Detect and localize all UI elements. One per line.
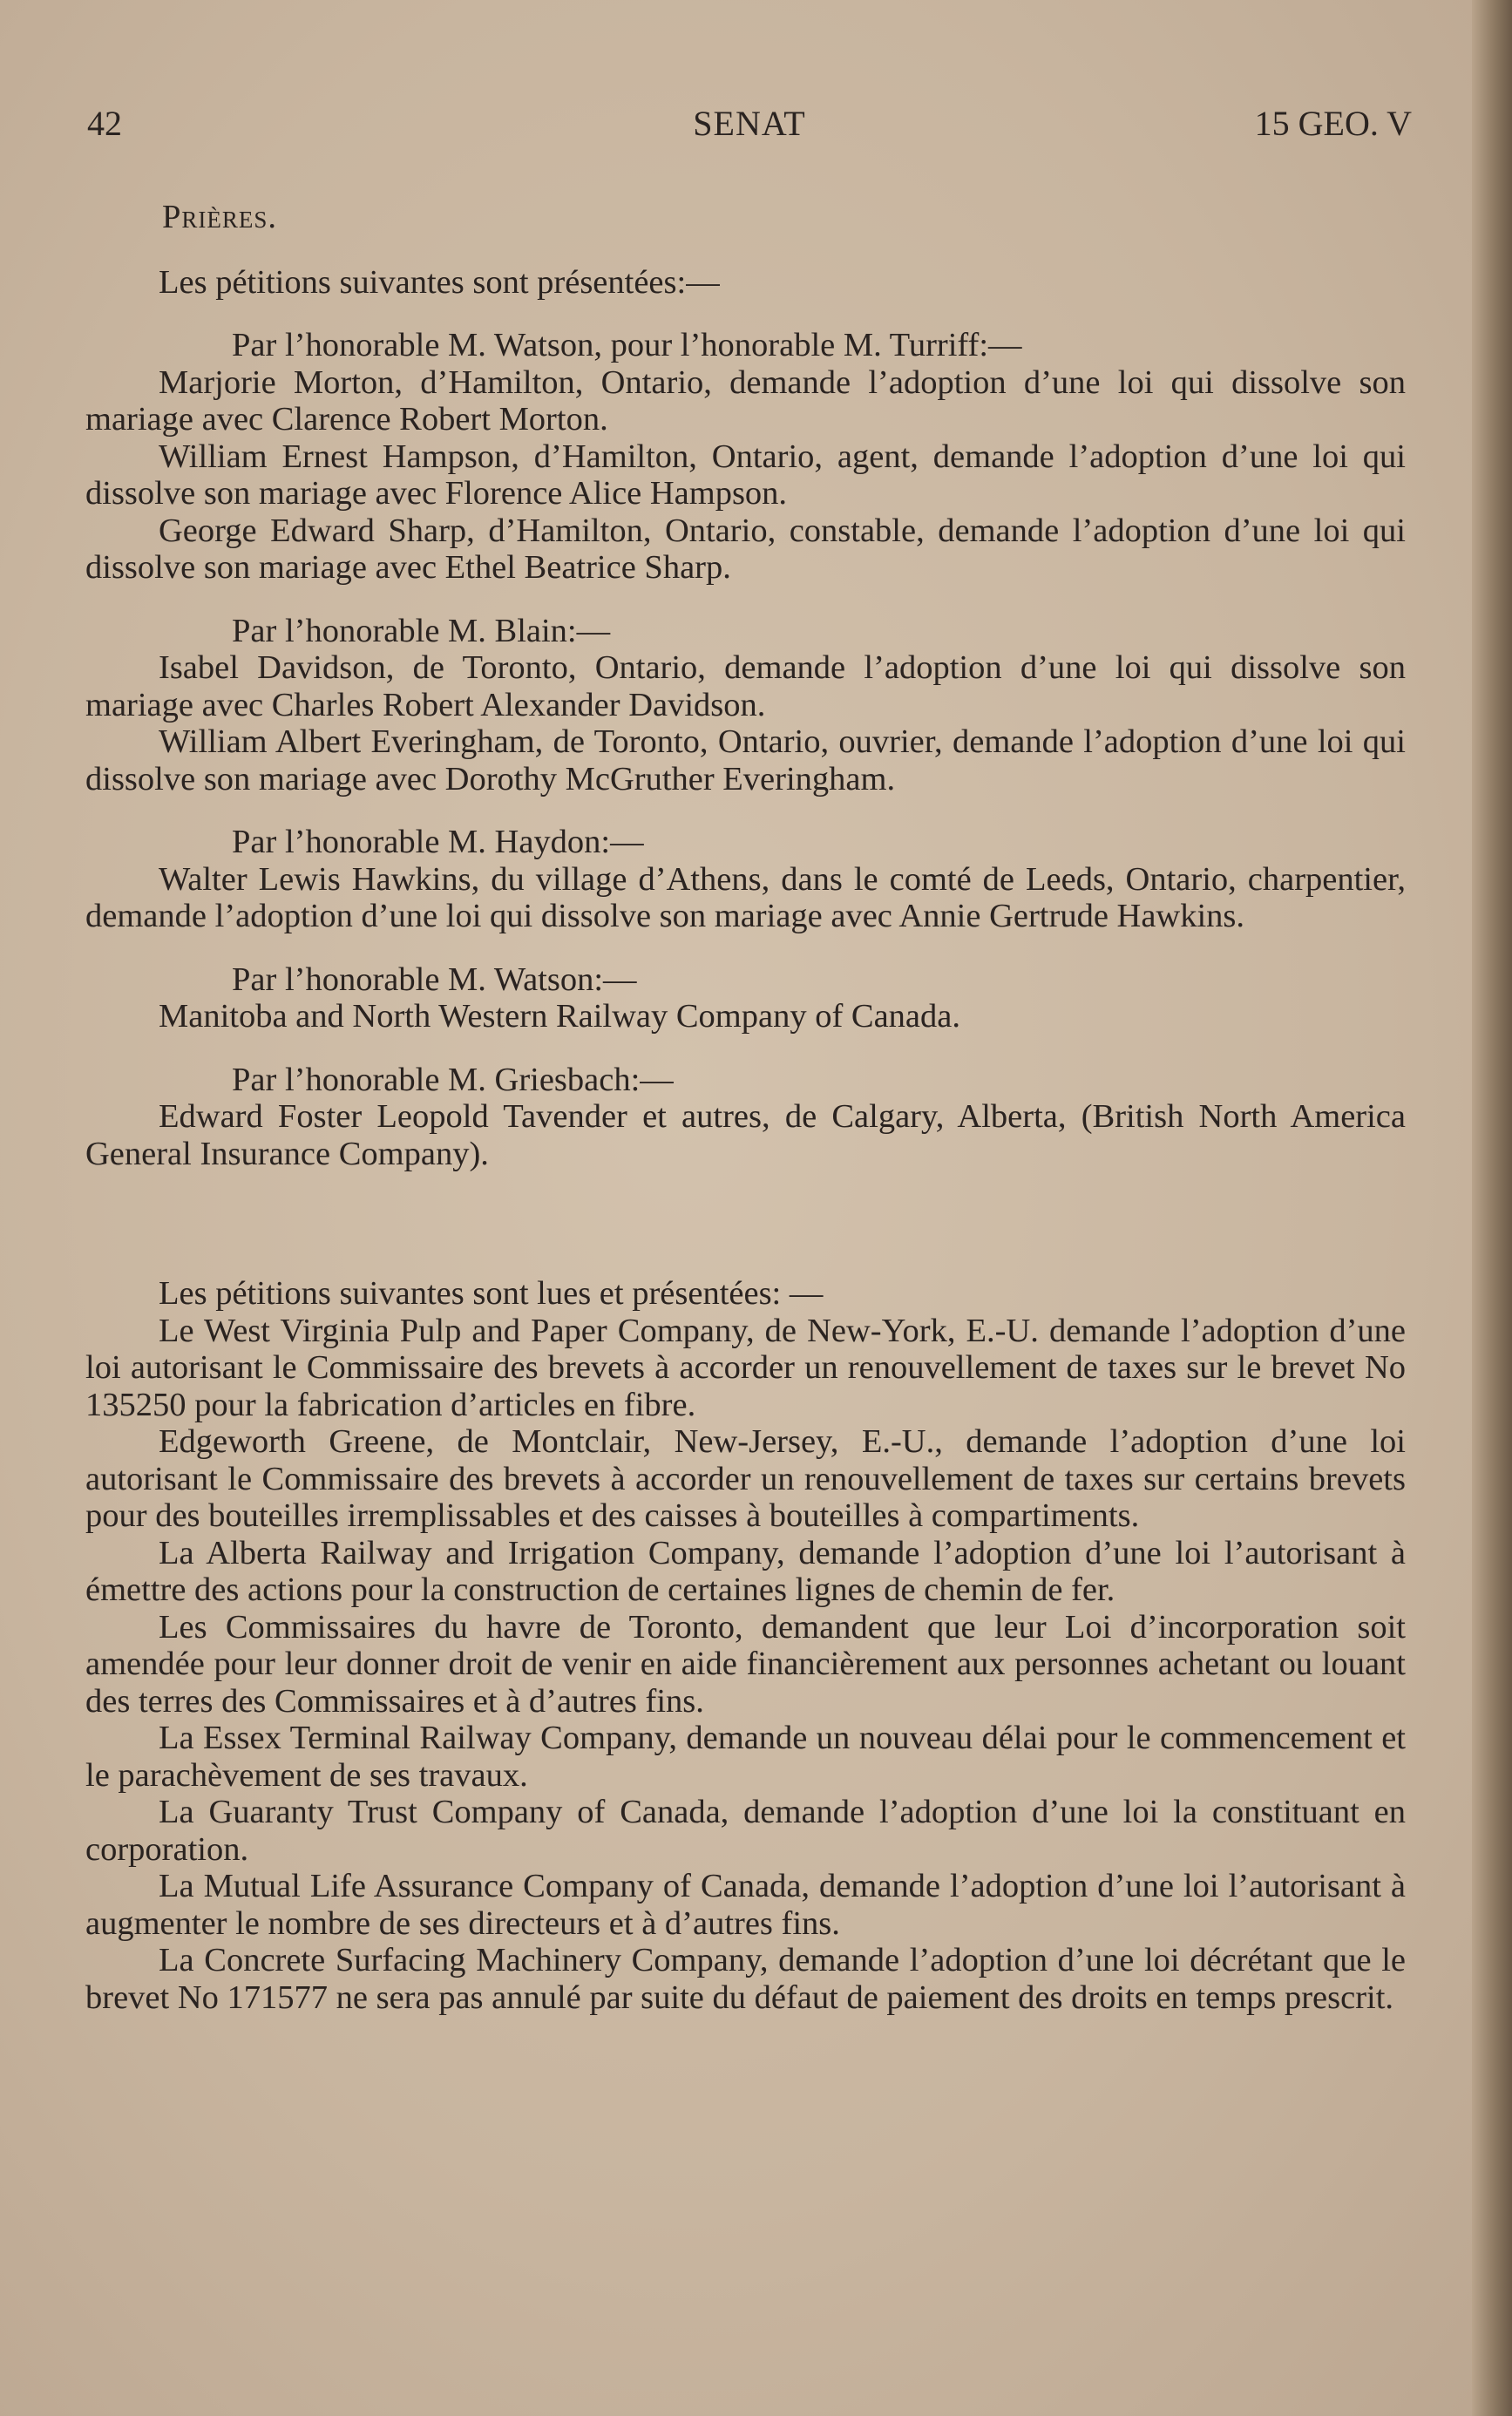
petition-item: William Albert Everingham, de Toronto, Ontario, ouvrier, demande l’adoption d’une loi qui dissolve son mariage avec Dorothy McGruther Everingham. — [85, 723, 1406, 797]
page-number: 42 — [87, 104, 122, 143]
petition-item: La Essex Terminal Railway Company, demande un nouveau délai pour le commencement et le parachèvement de ses travaux. — [85, 1720, 1406, 1794]
presenter-line: Par l’honorable M. Watson, pour l’honorable M. Turriff:— — [232, 327, 1022, 363]
petition-item: Edward Foster Leopold Tavender et autres, de Calgary, Alberta, (British North America General Insurance Company). — [85, 1098, 1406, 1172]
presenter-line: Par l’honorable M. Blain:— — [232, 612, 611, 649]
petition-item: Marjorie Morton, d’Hamilton, Ontario, demande l’adoption d’une loi qui dissolve son mariage avec Clarence Robert Morton. — [85, 363, 1406, 438]
petition-item: La Alberta Railway and Irrigation Company, demande l’adoption d’une loi l’autorisant à émettre des actions pour la construction de certaines lignes de chemin de fer. — [85, 1534, 1406, 1608]
petition-item: William Ernest Hampson, d’Hamilton, Ontario, agent, demande l’adoption d’une loi qui dissolve son mariage avec Florence Alice Hampson. — [85, 438, 1406, 512]
presenter-line: Par l’honorable M. Griesbach:— — [232, 1061, 674, 1098]
petition-item: Manitoba and North Western Railway Company of Canada. — [159, 998, 960, 1035]
section1-intro: Les pétitions suivantes sont présentées:— — [159, 263, 720, 301]
petition-item: Les Commissaires du havre de Toronto, demandent que leur Loi d’incorporation soit amendée pour leur donner droit de venir en aide financièrement aux personnes achetant ou louant des terres des Commissaires et à d’autres fins. — [85, 1608, 1406, 1720]
petition-item: La Mutual Life Assurance Company of Canada, demande l’adoption d’une loi l’autorisant à augmenter le nombre de ses directeurs et à d’autres fins. — [85, 1868, 1406, 1942]
section2-intro: Les pétitions suivantes sont lues et présentées: — — [159, 1275, 824, 1312]
petition-item: Le West Virginia Pulp and Paper Company, de New-York, E.-U. demande l’adoption d’une loi autorisant le Commissaire des brevets à accorder un renouvellement de taxes sur le brevet No 135250 pour la fabrication d’articles en fibre. — [85, 1312, 1406, 1423]
presenter-line: Par l’honorable M. Watson:— — [232, 960, 637, 998]
petition-item: George Edward Sharp, d’Hamilton, Ontario, constable, demande l’adoption d’une loi qui dissolve son mariage avec Ethel Beatrice Sharp. — [85, 512, 1406, 586]
petition-item: Walter Lewis Hawkins, du village d’Athens, dans le comté de Leeds, Ontario, charpentier, demande l’adoption d’une loi qui dissolve son mariage avec Annie Gertrude Hawkins. — [85, 860, 1406, 934]
page-body — [85, 199, 1406, 2016]
petition-item: La Guaranty Trust Company of Canada, demande l’adoption d’une loi la constituant en corporation. — [85, 1794, 1406, 1868]
page-binding-edge — [1472, 0, 1512, 2416]
presenter-line: Par l’honorable M. Haydon:— — [232, 824, 644, 860]
regnal-year: 15 GEO. V — [1254, 104, 1412, 143]
prayers-heading: Prières. — [162, 199, 278, 235]
page-title: SENAT — [693, 104, 806, 143]
page-header — [87, 103, 1412, 146]
petition-item: Isabel Davidson, de Toronto, Ontario, demande l’adoption d’une loi qui dissolve son mariage avec Charles Robert Alexander Davidson. — [85, 649, 1406, 723]
petition-item: La Concrete Surfacing Machinery Company, demande l’adoption d’une loi décrétant que le brevet No 171577 ne sera pas annulé par suite du défaut de paiement des droits en temps prescrit. — [85, 1942, 1406, 2016]
petition-item: Edgeworth Greene, de Montclair, New-Jersey, E.-U., demande l’adoption d’une loi autorisant le Commissaire des brevets à accorder un renouvellement de taxes sur certains brevets pour des bouteilles irremplissables et des caisses à bouteilles à compartiments. — [85, 1423, 1406, 1534]
